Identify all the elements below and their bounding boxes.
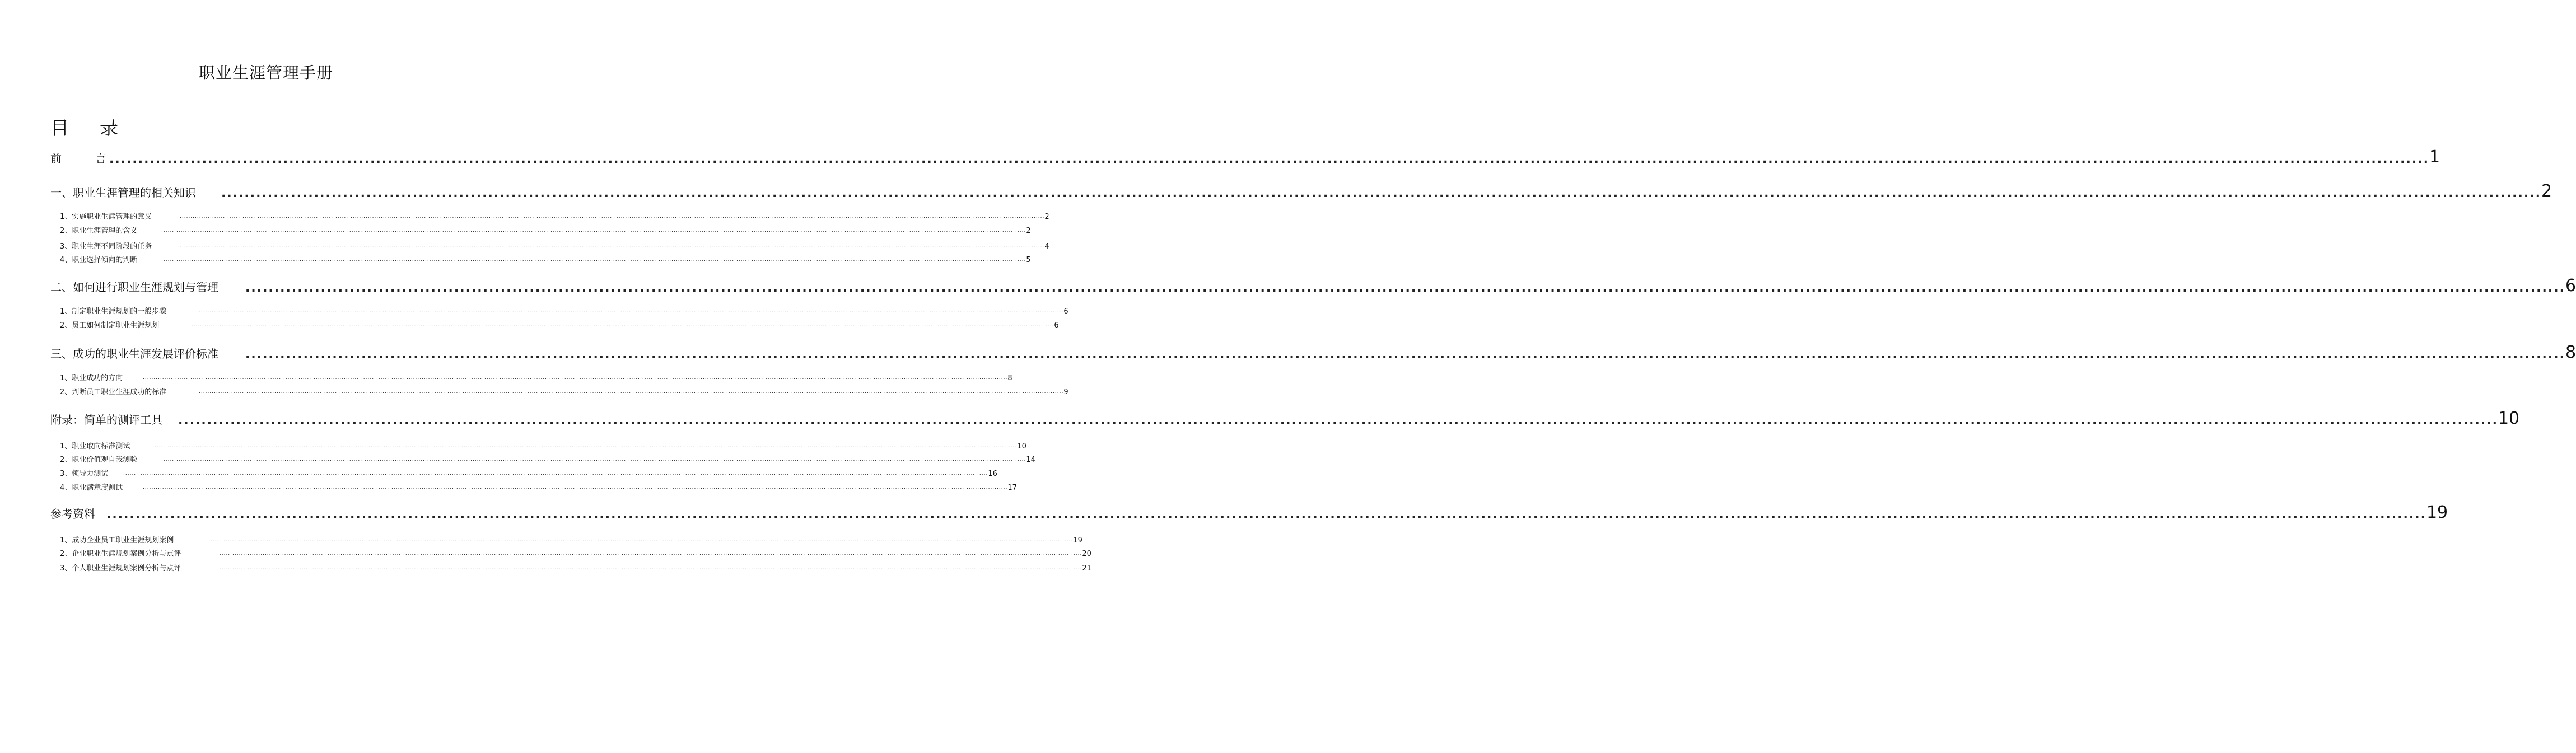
toc-entry-page: 20 bbox=[1082, 550, 1091, 558]
toc-section-row[interactable] bbox=[0, 409, 2520, 428]
toc-section-label: 附录：简单的测评工具 bbox=[50, 413, 162, 427]
toc-entry-label: 3、职业生涯不同阶段的任务 bbox=[60, 242, 152, 251]
toc-heading-left: 目 bbox=[50, 117, 69, 139]
toc-section-label: 前 言 bbox=[50, 152, 106, 165]
toc-entry-row[interactable] bbox=[0, 562, 1091, 573]
toc-entry-label: 3、领导力测试 bbox=[60, 470, 109, 478]
toc-entry-page: 2 bbox=[1044, 213, 1049, 221]
toc-entry-label: 1、职业取向标准测试 bbox=[60, 442, 130, 451]
toc-entry-label: 1、制定职业生涯规划的一般步骤 bbox=[60, 307, 167, 316]
dot-leader: ................................................................................................................................................................................................................................................................................................................................................................................................................ bbox=[189, 322, 1054, 328]
dot-leader: ................................................................................................................................................................................................................................................................................................................................................................................................................ bbox=[217, 551, 1082, 556]
toc-entry-row[interactable] bbox=[0, 305, 1068, 316]
toc-section-page: 2 bbox=[2541, 181, 2552, 201]
toc-entry-page: 8 bbox=[1007, 374, 1012, 382]
toc-entry-row[interactable] bbox=[0, 467, 997, 478]
toc-section-page: 6 bbox=[2565, 276, 2576, 296]
toc-entry-label: 1、实施职业生涯管理的意义 bbox=[60, 213, 152, 221]
page-title: 职业生涯管理手册 bbox=[198, 63, 333, 82]
dot-leader: ................................................................................................................................................................................................................................................................................................................................................................................................................ bbox=[161, 457, 1026, 462]
toc-section-label: 二、如何进行职业生涯规划与管理 bbox=[50, 280, 218, 294]
dot-leader: ................................................................................................................................................................................................................................................................................................................................................................................................................ bbox=[199, 308, 1064, 314]
toc-entry-label: 1、成功企业员工职业生涯规划案例 bbox=[60, 536, 174, 545]
toc-entry-row[interactable] bbox=[0, 440, 1026, 451]
toc-section-row[interactable] bbox=[0, 343, 2576, 362]
toc-entry-page: 16 bbox=[988, 470, 997, 478]
dot-leader: ................................................................................................................................................................................................................................................................................................................................................................................................................ bbox=[106, 508, 2426, 522]
toc-entry-label: 2、职业价值观自我测验 bbox=[60, 456, 138, 464]
toc-entry-label: 2、判断员工职业生涯成功的标准 bbox=[60, 388, 167, 396]
toc-entry-row[interactable] bbox=[0, 453, 1035, 464]
toc-entry-row[interactable] bbox=[0, 372, 1012, 382]
dot-leader: ................................................................................................................................................................................................................................................................................................................................................................................................................ bbox=[245, 348, 2565, 362]
toc-section-label: 一、职业生涯管理的相关知识 bbox=[50, 186, 196, 199]
toc-entry-page: 21 bbox=[1082, 564, 1091, 573]
toc-entry-label: 2、员工如何制定职业生涯规划 bbox=[60, 321, 160, 330]
dot-leader: ................................................................................................................................................................................................................................................................................................................................................................................................................ bbox=[123, 471, 988, 476]
toc-entry-page: 19 bbox=[1073, 536, 1082, 545]
toc-entry-row[interactable] bbox=[0, 240, 1049, 251]
toc-section-row[interactable] bbox=[0, 147, 2440, 167]
toc-entry-page: 6 bbox=[1063, 307, 1068, 316]
toc-entry-label: 2、企业职业生涯规划案例分析与点评 bbox=[60, 550, 181, 558]
toc-section-page: 10 bbox=[2498, 409, 2520, 428]
dot-leader: ................................................................................................................................................................................................................................................................................................................................................................................................................ bbox=[161, 257, 1026, 263]
toc-entry-page: 10 bbox=[1017, 442, 1026, 451]
dot-leader: ................................................................................................................................................................................................................................................................................................................................................................................................................ bbox=[208, 537, 1074, 543]
toc-entry-page: 5 bbox=[1026, 256, 1031, 264]
dot-leader: ................................................................................................................................................................................................................................................................................................................................................................................................................ bbox=[245, 281, 2565, 295]
toc-entry-page: 17 bbox=[1007, 484, 1017, 492]
toc-entry-page: 14 bbox=[1026, 456, 1035, 464]
toc-entry-page: 9 bbox=[1063, 388, 1068, 396]
dot-leader: ................................................................................................................................................................................................................................................................................................................................................................................................................ bbox=[221, 186, 2541, 200]
toc-entry-row[interactable] bbox=[0, 534, 1082, 545]
toc-entry-label: 2、职业生涯管理的含义 bbox=[60, 227, 138, 235]
toc-section-row[interactable] bbox=[0, 181, 2552, 201]
dot-leader: ................................................................................................................................................................................................................................................................................................................................................................................................................ bbox=[180, 214, 1045, 219]
toc-section-row[interactable] bbox=[0, 276, 2576, 296]
dot-leader: ................................................................................................................................................................................................................................................................................................................................................................................................................ bbox=[199, 389, 1064, 395]
dot-leader: ................................................................................................................................................................................................................................................................................................................................................................................................................ bbox=[178, 414, 2498, 428]
toc-section-row[interactable] bbox=[0, 503, 2448, 522]
toc-section-page: 19 bbox=[2426, 503, 2448, 522]
dot-leader: ................................................................................................................................................................................................................................................................................................................................................................................................................ bbox=[217, 565, 1082, 571]
toc-section-label: 三、成功的职业生涯发展评价标准 bbox=[50, 347, 218, 361]
toc-entry-label: 4、职业选择倾向的判断 bbox=[60, 256, 138, 264]
toc-entry-label: 4、职业满意度测试 bbox=[60, 484, 123, 492]
toc-entry-row[interactable] bbox=[0, 225, 1031, 235]
toc-entry-row[interactable] bbox=[0, 254, 1031, 264]
toc-entry-row[interactable] bbox=[0, 548, 1091, 558]
toc-section-label: 参考资料 bbox=[50, 507, 95, 521]
toc-entry-row[interactable] bbox=[0, 319, 1059, 330]
dot-leader: ................................................................................................................................................................................................................................................................................................................................................................................................................ bbox=[143, 485, 1008, 490]
dot-leader: ................................................................................................................................................................................................................................................................................................................................................................................................................ bbox=[161, 228, 1026, 233]
toc-entry-page: 6 bbox=[1054, 321, 1059, 330]
dot-leader: ................................................................................................................................................................................................................................................................................................................................................................................................................ bbox=[143, 375, 1008, 381]
toc-entry-label: 1、职业成功的方向 bbox=[60, 374, 123, 382]
toc-entry-label: 3、个人职业生涯规划案例分析与点评 bbox=[60, 564, 181, 573]
toc-heading bbox=[50, 114, 118, 140]
toc-entry-row[interactable] bbox=[0, 481, 1017, 492]
toc-entry-page: 2 bbox=[1026, 227, 1031, 235]
dot-leader: ................................................................................................................................................................................................................................................................................................................................................................................................................ bbox=[152, 443, 1018, 449]
toc-section-page: 8 bbox=[2565, 343, 2576, 362]
toc-entry-row[interactable] bbox=[0, 211, 1049, 221]
toc-entry-page: 4 bbox=[1044, 242, 1049, 251]
dot-leader: ................................................................................................................................................................................................................................................................................................................................................................................................................ bbox=[180, 244, 1045, 249]
toc-heading-right: 录 bbox=[100, 117, 118, 139]
toc-entry-row[interactable] bbox=[0, 386, 1068, 396]
dot-leader: ................................................................................................................................................................................................................................................................................................................................................................................................................ bbox=[109, 152, 2429, 166]
toc-section-page: 1 bbox=[2429, 147, 2440, 167]
